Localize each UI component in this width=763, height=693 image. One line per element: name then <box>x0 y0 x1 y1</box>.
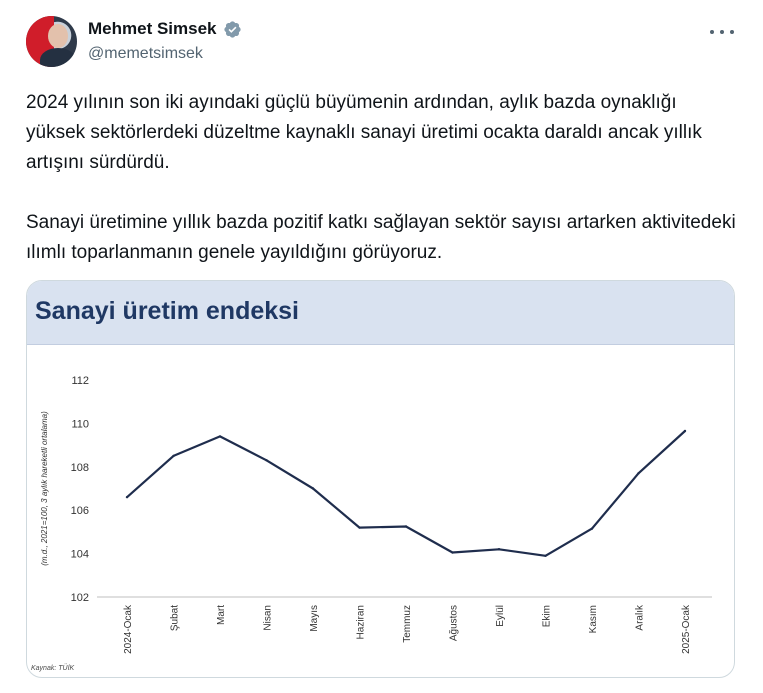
author-handle[interactable]: @memetsimsek <box>88 45 203 62</box>
x-tick-label: 2025-Ocak <box>681 605 692 654</box>
tweet-header <box>26 16 746 70</box>
y-tick-label: 108 <box>70 461 89 474</box>
x-tick-label: Eylül <box>495 605 506 627</box>
y-tick-label: 104 <box>70 548 89 561</box>
verified-badge-icon <box>223 20 242 39</box>
x-tick-label: Temmuz <box>402 605 413 643</box>
y-tick-label: 112 <box>71 375 89 387</box>
chart-title: Sanayi üretim endeksi <box>35 297 300 325</box>
chart-title-band <box>27 281 734 345</box>
data-point <box>358 526 360 528</box>
x-tick-label: Haziran <box>355 605 367 640</box>
y-tick-label: 110 <box>71 418 89 431</box>
data-point <box>498 548 500 550</box>
x-tick-label: Aralık <box>634 605 646 631</box>
data-point <box>265 459 267 461</box>
data-point <box>126 496 128 498</box>
data-point <box>544 555 546 557</box>
y-axis-label: (m.d., 2021=100, 3 aylık hareketli ortalama) <box>40 411 49 566</box>
series-line <box>127 431 685 556</box>
x-tick-label: Mayıs <box>309 605 320 632</box>
data-point <box>172 455 174 457</box>
data-point <box>312 487 314 489</box>
y-tick-label: 106 <box>70 505 89 518</box>
x-tick-label: Mart <box>216 605 227 625</box>
data-point <box>637 472 639 474</box>
line-chart <box>27 345 735 665</box>
x-tick-label: Ağustos <box>448 605 460 642</box>
tweet-paragraph-2: Sanayi üretimine yıllık bazda pozitif katkı sağlayan sektör sayısı artarken aktivitedeki ılımlı toparlanmanın genele yayıldığını görüyoruz. <box>26 212 736 263</box>
avatar[interactable] <box>26 16 77 67</box>
data-point <box>405 525 407 527</box>
y-tick-label: 102 <box>70 592 89 604</box>
data-point <box>451 551 453 553</box>
data-point <box>219 435 221 437</box>
x-tick-label: Nisan <box>262 605 274 631</box>
author-display-name[interactable]: Mehmet Simsek <box>88 19 217 38</box>
x-tick-label: Ekim <box>541 605 553 628</box>
x-tick-label: 2024-Ocak <box>123 605 134 654</box>
tweet-text <box>26 88 736 268</box>
x-tick-label: Şubat <box>169 605 181 632</box>
x-tick-label: Kasım <box>588 605 599 634</box>
chart-source: Kaynak: TÜİK <box>31 665 75 672</box>
data-point <box>684 430 686 432</box>
chart-image-card[interactable] <box>26 280 735 678</box>
tweet-paragraph-1: 2024 yılının son iki ayındaki güçlü büyümenin ardından, aylık bazda oynaklığı yüksek sektörlerdeki düzeltme kaynaklı sanayi üretimi ocakta daraldı ancak yıllık artışını sürdürdü. <box>26 92 702 173</box>
more-options-icon[interactable] <box>710 22 734 42</box>
author-name-row <box>88 19 242 39</box>
data-point <box>591 527 593 529</box>
